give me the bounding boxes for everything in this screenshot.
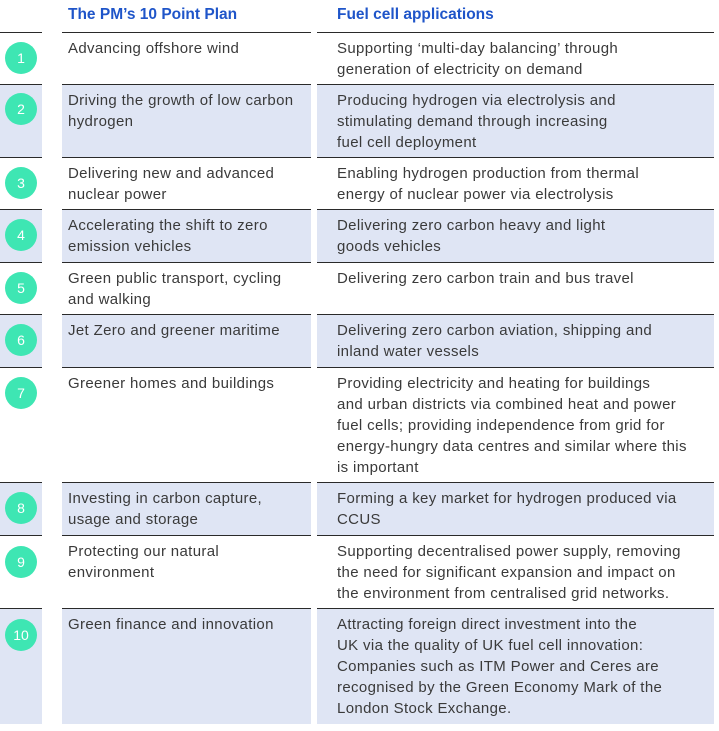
plan-point: Green public transport, cycling and walking — [68, 270, 282, 308]
plan-point: Driving the growth of low carbon hydrogen — [68, 92, 294, 130]
row-number-badge: 4 — [5, 219, 37, 251]
plan-point: Jet Zero and greener maritime — [68, 322, 280, 339]
row-number-badge: 6 — [5, 324, 37, 356]
table-row — [0, 157, 719, 209]
plan-point: Advancing offshore wind — [68, 40, 240, 57]
row-number-badge: 8 — [5, 492, 37, 524]
plan-point: Greener homes and buildings — [68, 375, 275, 392]
table-row — [0, 482, 719, 535]
fuel-cell-application: Supporting ‘multi-day balancing’ through generation of electricity on demand — [337, 40, 619, 78]
table-row — [0, 209, 719, 262]
fuel-cell-application: Enabling hydrogen production from thermal energy of nuclear power via electrolysis — [337, 165, 640, 203]
fuel-cell-application: Delivering zero carbon aviation, shipping and inland water vessels — [337, 322, 653, 360]
row-number-badge: 10 — [5, 619, 37, 651]
fuel-cell-application: Delivering zero carbon heavy and light goods vehicles — [337, 217, 606, 255]
table-row — [0, 367, 719, 482]
table-row — [0, 535, 719, 608]
fuel-cell-application: Supporting decentralised power supply, removing the need for significant expansion and impact on the environment from centralised grid networks. — [337, 543, 681, 602]
row-number-badge: 5 — [5, 272, 37, 304]
table-row — [0, 608, 719, 724]
row-number-badge: 3 — [5, 167, 37, 199]
row-number-badge: 2 — [5, 93, 37, 125]
plan-point: Investing in carbon capture, usage and storage — [68, 490, 263, 528]
plan-point: Delivering new and advanced nuclear power — [68, 165, 275, 203]
table-row — [0, 32, 719, 84]
row-number-badge: 7 — [5, 377, 37, 409]
fuel-cell-application: Providing electricity and heating for buildings and urban districts via combined heat and power fuel cells; providing independence from grid for energy-hungry data centres and similar where this is important — [337, 375, 687, 476]
fuel-cell-application: Forming a key market for hydrogen produced via CCUS — [337, 490, 677, 528]
plan-point: Protecting our natural environment — [68, 543, 220, 581]
plan-point: Accelerating the shift to zero emission vehicles — [68, 217, 268, 255]
fuel-cell-application: Producing hydrogen via electrolysis and stimulating demand through increasing fuel cell deployment — [337, 92, 616, 151]
plan-point: Green finance and innovation — [68, 616, 274, 633]
row-number-badge: 1 — [5, 42, 37, 74]
table-row — [0, 314, 719, 367]
table-row — [0, 262, 719, 314]
table-row — [0, 84, 719, 157]
fuel-cell-application: Attracting foreign direct investment into the UK via the quality of UK fuel cell innovation: Companies such as ITM Power and Ceres are recognised by the Green Economy Mark of the London Stock Exchange. — [337, 616, 663, 717]
column-header-plan: The PM’s 10 Point Plan — [68, 6, 238, 23]
column-header-applications: Fuel cell applications — [337, 6, 494, 23]
row-number-badge: 9 — [5, 546, 37, 578]
fuel-cell-application: Delivering zero carbon train and bus travel — [337, 270, 634, 287]
